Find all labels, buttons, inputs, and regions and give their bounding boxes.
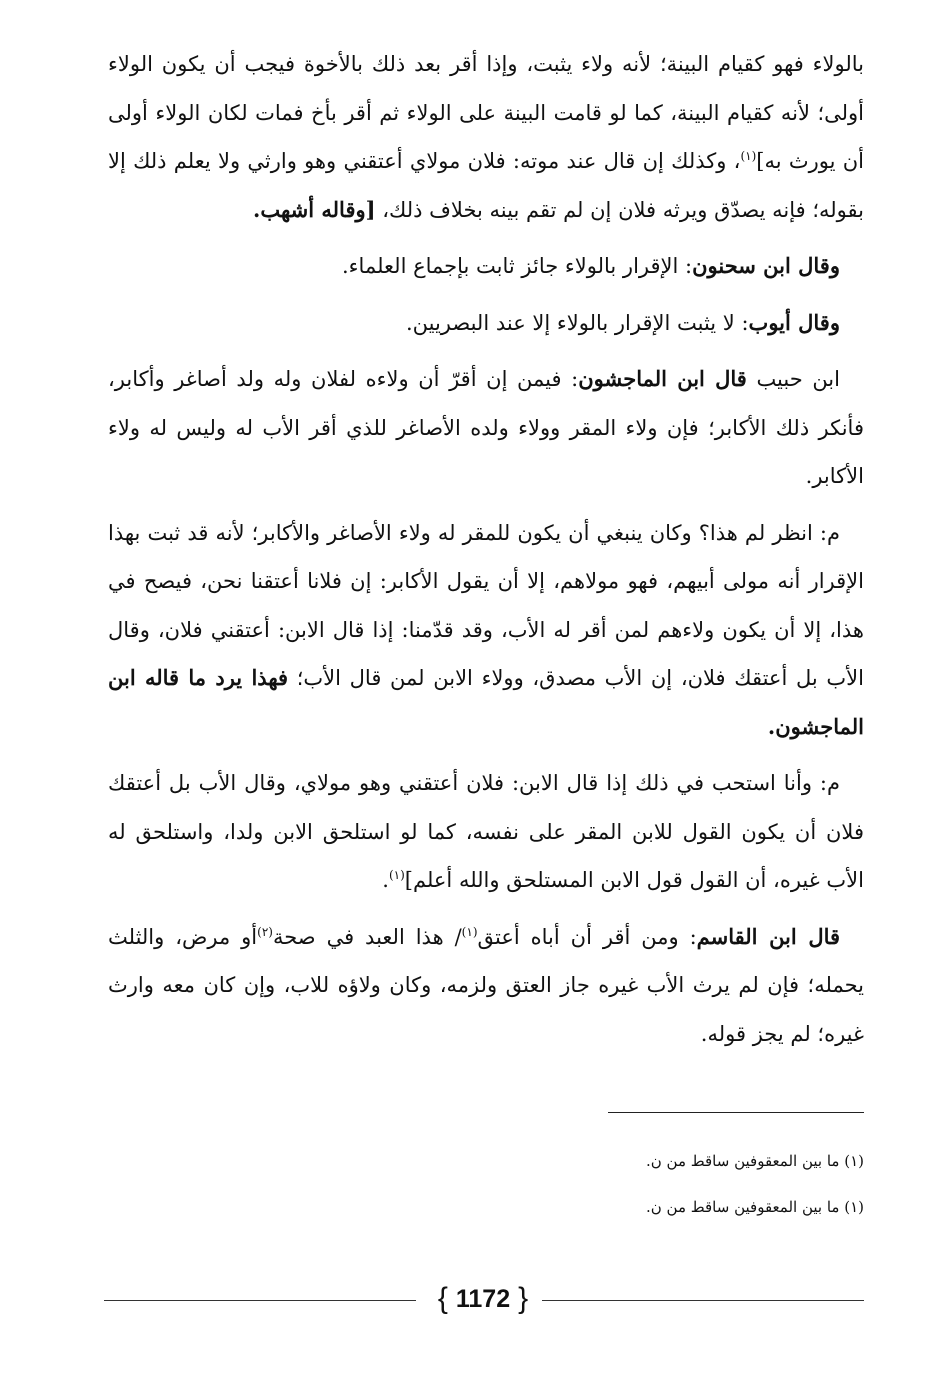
bold-run: قال ابن القاسم [696, 923, 841, 949]
left-brace-icon: { [437, 1282, 448, 1315]
page-rule-left [104, 1300, 416, 1301]
text-run: : ومن أقر أن أباه أعتق [477, 924, 697, 949]
bold-run: وقال ابن سحنون [692, 253, 840, 278]
text-run: بالولاء فهو كقيام البينة؛ لأنه ولاء يثبت، وإذا أقر بعد ذلك بالأخوة فيجب أن يكون الولاء أولى؛ لأنه كقيام البينة، كما لو قامت البينة على الولاء ثم أقر بأخ فمات لكان الولاء أولى أن يورث به] [108, 52, 864, 173]
paragraph [108, 40, 864, 234]
right-brace-icon: } [518, 1282, 529, 1315]
paragraph [108, 759, 864, 905]
text-run: : الإقرار بالولاء جائز ثابت بإجماع العلماء. [342, 254, 693, 278]
footnote-ref: (١) [388, 868, 405, 882]
footnote-ref: (٢) [257, 924, 273, 939]
text-run: : فيمن إن أقرّ أن ولاءه لفلان وله ولد أصاغر وأكابر، فأنكر ذلك الأكابر؛ فإن ولاء المقر وولاء ولده الأصاغر للذي أقر الأب له وليس له ولاء الأكابر. [108, 367, 864, 488]
bold-run: وقال أيوب [748, 309, 840, 335]
text-run: م: وأنا استحب في ذلك إذا قال الابن: فلان أعتقني وهو مولاي، وقال الأب بل أعتقك فلان أن يكون القول للابن المقر على نفسه، كما لو استلحق الابن ولدا، واستلحق له الأب غيره، أن القول قول الابن المستلحق والله أعلم] [108, 771, 864, 892]
footnote-2: (١) ما بين المعقوفين ساقط من ن. [646, 1198, 864, 1216]
page-number: 1172 [455, 1285, 511, 1313]
page-number-frame [422, 1282, 544, 1316]
main-text [108, 40, 864, 1066]
footnote-ref: (١) [740, 149, 757, 163]
paragraph [108, 299, 864, 348]
page-rule-right [542, 1300, 864, 1301]
paragraph [108, 355, 864, 501]
text-run: أو مرض، والثلث يحمله؛ فإن لم يرث الأب غيره جاز العتق ولزمه، وكان ولاؤه للاب، وإن كان معه وارث غيره؛ لم يجز قوله. [108, 924, 864, 1046]
text-run: . [382, 868, 389, 892]
bold-run: [وقاله أشهب. [253, 196, 376, 222]
text-run: ، وكذلك إن قال عند موته: فلان مولاي أعتقني وهو وارثي ولا يعلم ذلك إلا بقوله؛ فإنه يصدّق ويرثه فلان إن لم تقم بينه بخلاف ذلك، [108, 149, 864, 222]
bold-run: فهذا يرد ما قاله ابن الماجشون. [108, 665, 864, 739]
footnotes [108, 1138, 864, 1230]
paragraph [108, 913, 864, 1059]
page-number-bar [104, 1280, 864, 1320]
bold-run: قال ابن الماجشون [578, 366, 747, 391]
footnote-1: (١) ما بين المعقوفين ساقط من ن. [646, 1152, 864, 1170]
text-run: ابن حبيب [746, 367, 840, 391]
footnote-separator [608, 1112, 864, 1113]
text-run: / هذا العبد في صحة [272, 924, 462, 949]
footnote-ref: (١) [461, 924, 478, 939]
text-run: م: انظر لم هذا؟ وكان ينبغي أن يكون للمقر له ولاء الأصاغر والأكابر؛ لأنه قد ثبت بهذا الإقرار أنه مولى أبيهم، فهو مولاهم، إلا أن يقول الأكابر: إن فلانا أعتقنا نحن، فيصح في هذا، إلا أن يكون ولاءهم لمن أقر له الأب، وقد قدّمنا: إذا قال الابن: أعتقني فلان، وقال الأب بل أعتقك فلان، إن الأب مصدق، وولاء الابن لمن قال الأب؛ [108, 520, 864, 690]
paragraph [108, 242, 864, 291]
paragraph [108, 509, 864, 752]
text-run: : لا يثبت الإقرار بالولاء إلا عند البصريين. [405, 310, 749, 335]
